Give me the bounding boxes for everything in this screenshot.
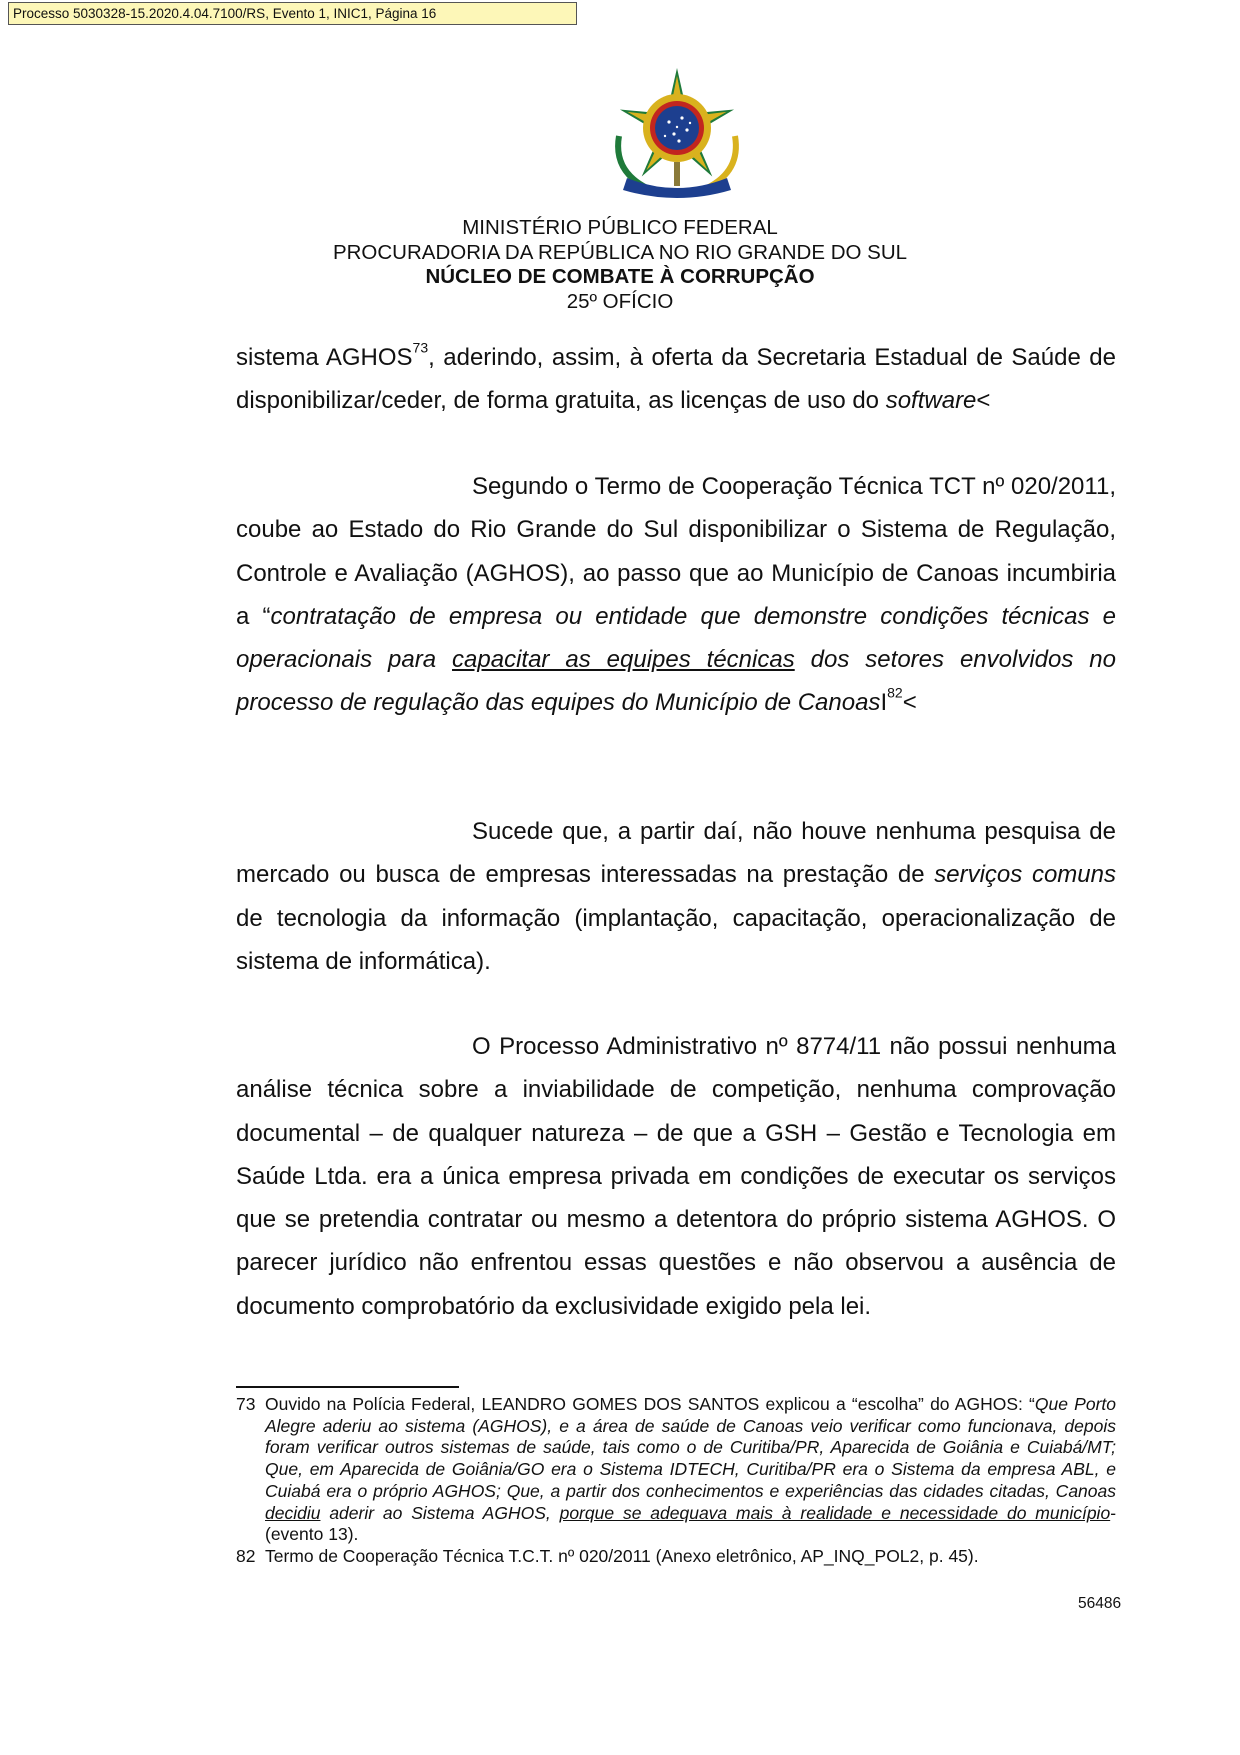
page-number: 56486 [1078,1595,1122,1612]
p2-quote-2: dos setores envolvidos no processo de regulação das equipes do Município de Canoas [236,646,1116,717]
paragraph-2 [236,465,1116,725]
p1-software-italic: software [885,387,977,415]
fn73-text-2: - (evento 13). [265,1502,1117,1545]
p1-text-3: < [976,387,991,415]
document-header [0,216,1240,314]
p2-text-3: < [902,689,917,717]
fn73-quote-underlined-1: decidiu [265,1502,321,1523]
header-nucleo: NÚCLEO DE COMBATE À CORRUPÇÃO [425,265,815,288]
fn73-text-1: Ouvido na Polícia Federal, LEANDRO GOMES DOS SANTOS explicou a “escolha” do AGHOS: “ [265,1394,1035,1414]
p3-text-1: Sucede que, a partir daí, não houve nenhuma pesquisa de mercado ou busca de empresas interessadas na prestação de [236,818,1116,889]
header-ministry: MINISTÉRIO PÚBLICO FEDERAL [462,216,778,239]
p3-text-2: de tecnologia da informação (implantação, capacitação, operacionalização de sistema de informática). [236,904,1116,975]
p2-quote-1: contratação de empresa ou entidade que demonstre condições técnicas e operacionais para [236,602,1117,674]
paragraph-4: O Processo Administrativo nº 8774/11 não possui nenhuma análise técnica sobre a inviabilidade de competição, nenhuma comprovação documental – de qualquer natureza – de que a GSH – Gestão e Tecnologia em Saúde Ltda. era a única empresa privada em condições de executar os serviços que se pretendia contratar ou mesmo a detentora do próprio sistema AGHOS. O parecer jurídico não enfrentou essas questões e não observou a ausência de documento comprobatório da exclusividade exigido pela lei. [236,1033,1116,1320]
paragraph-1 [236,336,1116,423]
footnote-ref-82: 82 [887,684,903,701]
paragraph-3 [236,810,1116,983]
p1-text-1: sistema AGHOS [236,344,413,371]
footnote-ref-73: 73 [412,339,429,356]
footnote-73-number: 73 [236,1394,256,1414]
p1-text-2: , aderindo, assim, à oferta da Secretaria Estadual de Saúde de disponibilizar/ceder, de forma gratuita, as licenças de uso do [236,344,1116,415]
footnote-82-text: Termo de Cooperação Técnica T.C.T. nº 020/2011 (Anexo eletrônico, AP_INQ_POL2, p. 45). [265,1546,979,1566]
footnote-82 [236,1546,1116,1568]
p2-text-2: I [880,689,888,717]
footnote-73 [236,1394,1116,1546]
fn73-quote-1: Que Porto Alegre aderiu ao sistema (AGHOS), e a área de saúde de Canoas veio verificar como funcionava, depois foram verificar outros sistemas de saúde, tais como o de Curitiba/PR, Aparecida de Goiânia e Cuiabá/MT; Que, em Aparecida de Goiânia/GO era o Sistema IDTECH, Curitiba/PR era o Sistema da empresa ABL, e Cuiabá era o próprio AGHOS; Que, a partir dos conhecimentos e experiências das cidades citadas, Canoas [265,1394,1116,1501]
footnote-82-number: 82 [236,1546,256,1566]
process-stamp: Processo 5030328-15.2020.4.04.7100/RS, Evento 1, INIC1, Página 16 [8,2,577,25]
p2-text-1: Segundo o Termo de Cooperação Técnica TCT nº 020/2011, coube ao Estado do Rio Grande do Sul disponibilizar o Sistema de Regulação, Controle e Avaliação (AGHOS), ao passo que ao Município de Canoas incumbiria a “ [236,473,1116,630]
p2-quote-underlined: capacitar as equipes técnicas [452,646,795,674]
header-oficio: 25º OFÍCIO [566,289,674,313]
header-procuradoria: PROCURADORIA DA REPÚBLICA NO RIO GRANDE DO SUL [332,240,908,264]
p3-italic: serviços comuns [934,861,1116,889]
fn73-quote-underlined-2: porque se adequava mais à realidade e necessidade do município [559,1502,1111,1523]
footnote-73-text [265,1394,1116,1546]
footnote-separator [236,1386,459,1388]
brasao-republica-icon [607,66,747,200]
fn73-quote-2: aderir ao Sistema AGHOS, [320,1502,560,1523]
